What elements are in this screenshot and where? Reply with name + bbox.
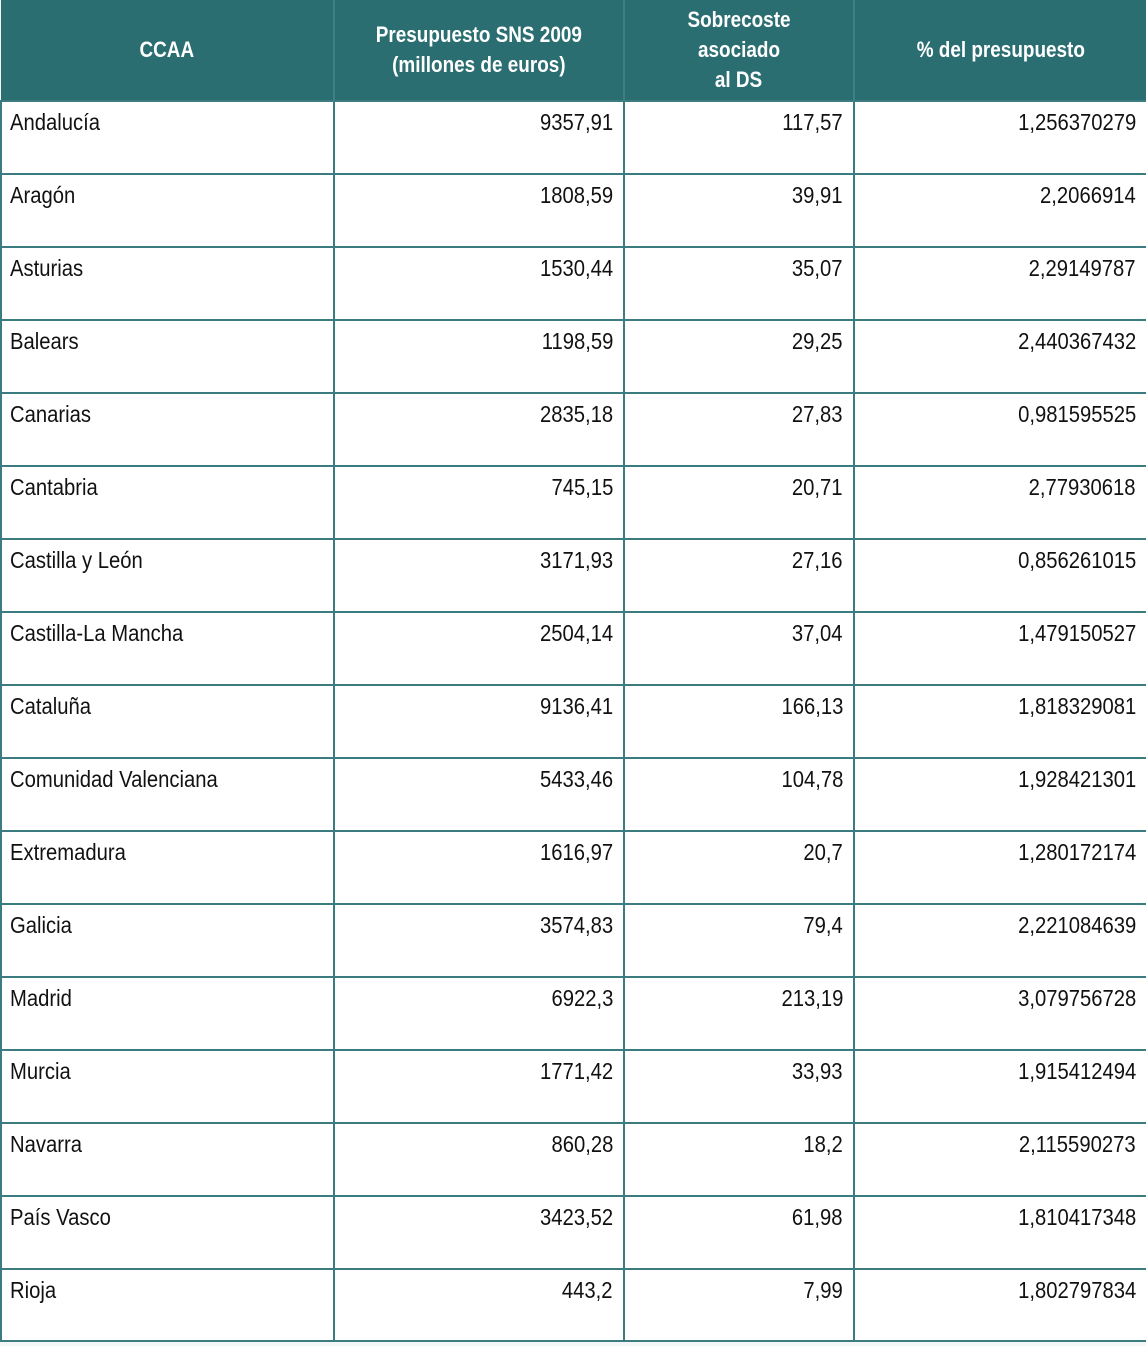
cell-value: Murcia — [10, 1058, 71, 1084]
table-row — [1, 904, 1146, 977]
cell-value: 1198,59 — [541, 328, 613, 354]
cell-ccaa — [1, 101, 334, 174]
cell-sobrecoste — [624, 393, 854, 466]
cell-sobrecoste — [624, 1196, 854, 1269]
cell-value: 20,71 — [792, 474, 843, 500]
cell-value: Castilla y León — [10, 547, 143, 573]
cell-value: 79,4 — [803, 912, 843, 938]
cell-value: Madrid — [10, 985, 72, 1011]
cell-value: 745,15 — [551, 474, 613, 500]
cell-ccaa — [1, 1050, 334, 1123]
cell-ccaa — [1, 612, 334, 685]
cell-porcentaje — [854, 247, 1146, 320]
cell-value: Galicia — [10, 912, 72, 938]
table-row — [1, 831, 1146, 904]
cell-sobrecoste — [624, 612, 854, 685]
header-label: Presupuesto SNS 2009 — [375, 22, 583, 47]
cell-sobrecoste — [624, 101, 854, 174]
cell-value: 2504,14 — [539, 620, 613, 646]
cell-porcentaje — [854, 758, 1146, 831]
cell-value: 166,13 — [781, 693, 843, 719]
cell-value: 35,07 — [792, 255, 843, 281]
cell-value: 5433,46 — [539, 766, 613, 792]
cell-value: 2,221084639 — [1017, 912, 1136, 938]
cell-value: País Vasco — [10, 1204, 111, 1230]
cell-ccaa — [1, 831, 334, 904]
cell-sobrecoste — [624, 320, 854, 393]
cell-porcentaje — [854, 904, 1146, 977]
cell-value: Canarias — [10, 401, 92, 427]
cell-sobrecoste — [624, 466, 854, 539]
cell-value: 9136,41 — [539, 693, 613, 719]
header-label: (millones de euros) — [392, 52, 566, 77]
cell-value: Cantabria — [10, 474, 98, 500]
table-row — [1, 466, 1146, 539]
cell-presupuesto — [334, 977, 624, 1050]
cell-presupuesto — [334, 831, 624, 904]
cell-value: 9357,91 — [539, 109, 613, 135]
table-row — [1, 101, 1146, 174]
cell-value: 29,25 — [792, 328, 843, 354]
cell-value: 33,93 — [792, 1058, 843, 1084]
cell-ccaa — [1, 539, 334, 612]
table-row — [1, 977, 1146, 1050]
cell-sobrecoste — [624, 831, 854, 904]
cell-value: 1808,59 — [539, 182, 613, 208]
header-row — [1, 0, 1146, 101]
cell-value: 1,810417348 — [1017, 1204, 1136, 1230]
cell-value: Navarra — [10, 1131, 82, 1157]
cell-presupuesto — [334, 320, 624, 393]
table-row — [1, 174, 1146, 247]
header-presupuesto — [334, 0, 624, 101]
cell-value: 1,802797834 — [1017, 1277, 1136, 1303]
table-row — [1, 1196, 1146, 1269]
cell-presupuesto — [334, 1269, 624, 1341]
cell-value: 3423,52 — [539, 1204, 613, 1230]
table-row — [1, 758, 1146, 831]
cell-porcentaje — [854, 101, 1146, 174]
cell-porcentaje — [854, 466, 1146, 539]
cell-value: 1,818329081 — [1017, 693, 1136, 719]
cell-ccaa — [1, 758, 334, 831]
cell-porcentaje — [854, 174, 1146, 247]
cell-value: Asturias — [10, 255, 84, 281]
cell-value: 39,91 — [792, 182, 843, 208]
cell-value: 860,28 — [551, 1131, 613, 1157]
cell-value: Andalucía — [10, 109, 101, 135]
cell-ccaa — [1, 247, 334, 320]
cell-presupuesto — [334, 247, 624, 320]
header-label: CCAA — [139, 37, 195, 62]
cell-value: 7,99 — [803, 1277, 843, 1303]
cell-value: 443,2 — [562, 1277, 613, 1303]
cell-sobrecoste — [624, 1050, 854, 1123]
cell-ccaa — [1, 393, 334, 466]
cell-value: 2,2066914 — [1040, 182, 1136, 208]
cell-ccaa — [1, 904, 334, 977]
cell-presupuesto — [334, 1123, 624, 1196]
cell-presupuesto — [334, 685, 624, 758]
table-row — [1, 1050, 1146, 1123]
cell-presupuesto — [334, 539, 624, 612]
cell-value: 3171,93 — [539, 547, 613, 573]
header-label: al DS — [715, 67, 763, 92]
cell-presupuesto — [334, 466, 624, 539]
cell-ccaa — [1, 174, 334, 247]
table-row — [1, 1123, 1146, 1196]
cell-porcentaje — [854, 1123, 1146, 1196]
cell-presupuesto — [334, 393, 624, 466]
cell-value: 0,856261015 — [1017, 547, 1136, 573]
header-ccaa — [1, 0, 334, 101]
cell-value: Rioja — [10, 1277, 57, 1303]
table-row — [1, 685, 1146, 758]
header-label: % del presupuesto — [916, 37, 1086, 62]
cell-presupuesto — [334, 904, 624, 977]
cell-value: 1,915412494 — [1017, 1058, 1136, 1084]
cell-value: 2,77930618 — [1029, 474, 1136, 500]
cell-ccaa — [1, 685, 334, 758]
cell-value: 1,928421301 — [1017, 766, 1136, 792]
cell-sobrecoste — [624, 758, 854, 831]
cell-value: 1530,44 — [539, 255, 613, 281]
cell-value: 213,19 — [781, 985, 843, 1011]
table-row — [1, 1269, 1146, 1341]
cell-value: 3574,83 — [539, 912, 613, 938]
cell-sobrecoste — [624, 1123, 854, 1196]
cell-sobrecoste — [624, 977, 854, 1050]
cell-value: 6922,3 — [551, 985, 613, 1011]
cell-presupuesto — [334, 758, 624, 831]
cell-value: 117,57 — [782, 109, 843, 135]
cell-value: 104,78 — [781, 766, 843, 792]
cell-value: Balears — [10, 328, 79, 354]
cell-sobrecoste — [624, 247, 854, 320]
cell-value: 18,2 — [803, 1131, 843, 1157]
table-row — [1, 320, 1146, 393]
header-label: Sobrecoste asociado — [687, 7, 791, 62]
cell-value: 1,280172174 — [1017, 839, 1136, 865]
table-row — [1, 539, 1146, 612]
header-sobrecoste — [624, 0, 854, 101]
cell-presupuesto — [334, 1050, 624, 1123]
cell-ccaa — [1, 320, 334, 393]
cell-porcentaje — [854, 977, 1146, 1050]
cell-value: 1,479150527 — [1017, 620, 1136, 646]
cell-sobrecoste — [624, 904, 854, 977]
cell-sobrecoste — [624, 539, 854, 612]
cell-value: Cataluña — [10, 693, 92, 719]
cell-value: Castilla-La Mancha — [10, 620, 184, 646]
cell-value: 1771,42 — [539, 1058, 613, 1084]
cell-value: 2,29149787 — [1029, 255, 1136, 281]
cell-porcentaje — [854, 320, 1146, 393]
cell-porcentaje — [854, 831, 1146, 904]
cell-value: 2835,18 — [539, 401, 613, 427]
cell-porcentaje — [854, 393, 1146, 466]
table-body — [1, 101, 1146, 1341]
cell-porcentaje — [854, 685, 1146, 758]
cell-value: Comunidad Valenciana — [10, 766, 218, 792]
cell-sobrecoste — [624, 685, 854, 758]
cell-value: 1,256370279 — [1017, 109, 1136, 135]
cell-value: 0,981595525 — [1017, 401, 1136, 427]
cell-sobrecoste — [624, 1269, 854, 1341]
cell-porcentaje — [854, 612, 1146, 685]
cell-ccaa — [1, 466, 334, 539]
cell-ccaa — [1, 1269, 334, 1341]
cell-porcentaje — [854, 1196, 1146, 1269]
cell-porcentaje — [854, 1269, 1146, 1341]
cell-value: 20,7 — [803, 839, 843, 865]
cell-presupuesto — [334, 1196, 624, 1269]
cell-sobrecoste — [624, 174, 854, 247]
cell-presupuesto — [334, 101, 624, 174]
cell-value: Extremadura — [10, 839, 126, 865]
table-row — [1, 247, 1146, 320]
cell-value: 3,079756728 — [1017, 985, 1136, 1011]
cell-ccaa — [1, 1123, 334, 1196]
cell-value: Aragón — [10, 182, 76, 208]
cell-value: 61,98 — [792, 1204, 843, 1230]
cell-value: 2,440367432 — [1017, 328, 1136, 354]
cell-porcentaje — [854, 539, 1146, 612]
cell-value: 27,83 — [792, 401, 843, 427]
header-porcentaje — [854, 0, 1146, 101]
cell-presupuesto — [334, 174, 624, 247]
cell-value: 27,16 — [792, 547, 843, 573]
table-row — [1, 393, 1146, 466]
cell-value: 2,115590273 — [1019, 1131, 1136, 1157]
cell-ccaa — [1, 1196, 334, 1269]
cell-value: 37,04 — [792, 620, 843, 646]
table-header — [1, 0, 1146, 101]
cell-ccaa — [1, 977, 334, 1050]
table-row — [1, 612, 1146, 685]
cell-porcentaje — [854, 1050, 1146, 1123]
cell-presupuesto — [334, 612, 624, 685]
cell-value: 1616,97 — [539, 839, 613, 865]
